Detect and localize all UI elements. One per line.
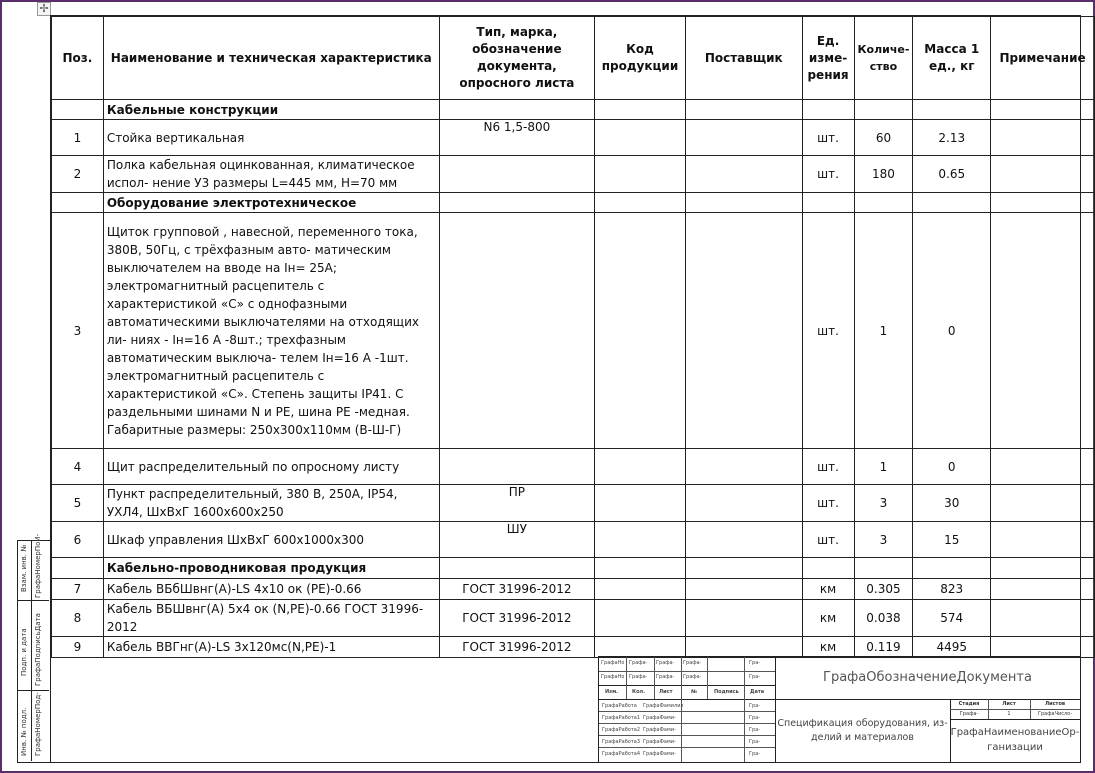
cell-name: Кабель ВБбШвнг(А)-LS 4х10 ок (PE)-0.66 [103, 579, 439, 600]
header-type: Тип, марка, обозначение документа, опросного листа [439, 17, 594, 100]
stage-header: Стадия [958, 701, 980, 707]
sheet-header: Лист [1002, 701, 1016, 707]
grid-cell: Графа- [656, 660, 675, 666]
cell-type: ПР [439, 485, 594, 522]
section-title: Оборудование электротехническое [103, 193, 439, 213]
side-value-vzam: ГрафаНомерПоИ- [34, 533, 42, 598]
cell-mass: 30 [913, 485, 991, 522]
cell-pos: 5 [52, 485, 104, 522]
document-title [775, 699, 951, 762]
cell-name: Шкаф управления ШхВхГ 600х1000х300 [103, 522, 439, 558]
sheets-value: ГрафаЧисло- [1037, 711, 1073, 717]
cell-pos: 3 [52, 213, 104, 449]
cell-unit: км [802, 600, 854, 637]
side-value-inv: ГрафаНомерПод- [34, 692, 42, 756]
col-kol: Кол. [632, 689, 646, 695]
side-label-inv: Инв. № подл. [20, 707, 28, 756]
cell-qty: 1 [854, 213, 913, 449]
table-row [52, 156, 1095, 193]
cell-qty: 0.119 [854, 637, 913, 658]
header-row [52, 17, 1095, 100]
cell-mass: 15 [913, 522, 991, 558]
grid-cell: Графа- [629, 674, 648, 680]
header-unit: Ед. изме- рения [802, 17, 854, 100]
header-name: Наименование и техническая характеристика [103, 17, 439, 100]
role-date-2: Гра- [749, 727, 761, 733]
role-2: ГрафаРабота2 [602, 727, 641, 733]
cell-pos: 8 [52, 600, 104, 637]
grid-cell: Гра- [749, 660, 761, 666]
table-row [52, 579, 1095, 600]
grid-cell: ГрафаНо [601, 674, 625, 680]
cell-mass: 4495 [913, 637, 991, 658]
cell-name: Полка кабельная оцинкованная, климатическое испол- нение У3 размеры L=445 мм, H=70 мм [103, 156, 439, 193]
cell-unit: шт. [802, 449, 854, 485]
role-date-3: Гра- [749, 739, 761, 745]
role-name-1: ГрафаФами- [643, 715, 676, 721]
table-row [52, 449, 1095, 485]
document-title-text: Спецификация оборудования, из- делий и материалов [777, 717, 948, 743]
cell-pos: 2 [52, 156, 104, 193]
cell-name: Кабель ВВГнг(А)-LS 3х120мс(N,PE)-1 [103, 637, 439, 658]
col-ndok: № [691, 689, 698, 695]
header-pos: Поз. [52, 17, 104, 100]
stage-value: Графа- [959, 711, 979, 717]
side-divider [17, 690, 49, 691]
side-label-podp: Подп. и дата [20, 628, 28, 676]
role-0: ГрафаРабота [602, 703, 637, 709]
role-name-4: ГрафаФами- [643, 751, 676, 757]
table-row [52, 637, 1095, 658]
specification-table [51, 16, 1095, 658]
cell-pos: 9 [52, 637, 104, 658]
role-1: ГрафаРабота1 [602, 715, 641, 721]
grid-cell: Гра- [749, 674, 761, 680]
cell-qty: 60 [854, 120, 913, 156]
cell-unit: шт. [802, 120, 854, 156]
cell-type: ШУ [439, 522, 594, 558]
role-4: ГрафаРабота4 [602, 751, 641, 757]
grid-cell: Графа- [629, 660, 648, 666]
cell-mass: 0.65 [913, 156, 991, 193]
side-divider [17, 600, 49, 601]
side-label-vzam: Взам. инв. № [20, 544, 28, 592]
cell-unit: шт. [802, 156, 854, 193]
section-title: Кабельные конструкции [103, 100, 439, 120]
cell-qty: 3 [854, 522, 913, 558]
col-data: Дата [750, 689, 765, 695]
role-name-0: ГрафаФамилия [643, 703, 684, 709]
role-name-3: ГрафаФами- [643, 739, 676, 745]
grid-cell: ГрафаНо [601, 660, 625, 666]
document-code: ГрафаОбозначениеДокумента [775, 657, 1080, 700]
table-row [52, 120, 1095, 156]
table-row [52, 193, 1095, 213]
table-row [52, 558, 1095, 579]
cell-name: Пункт распределительный, 380 В, 250А, IP54, УХЛ4, ШхВхГ 1600х600х250 [103, 485, 439, 522]
role-date-1: Гра- [749, 715, 761, 721]
cell-type: N6 1,5-800 [439, 120, 594, 156]
col-izm: Изм. [605, 689, 619, 695]
cell-mass: 823 [913, 579, 991, 600]
table-row [52, 100, 1095, 120]
table-row [52, 485, 1095, 522]
header-supplier: Поставщик [685, 17, 802, 100]
cell-unit: км [802, 637, 854, 658]
table-row [52, 522, 1095, 558]
cell-pos: 4 [52, 449, 104, 485]
cell-mass: 574 [913, 600, 991, 637]
header-mass: Масса 1 ед., кг [913, 17, 991, 100]
cell-qty: 0.038 [854, 600, 913, 637]
stage-box [950, 699, 1080, 719]
cell-qty: 1 [854, 449, 913, 485]
sheet-value: 1 [1007, 711, 1011, 717]
grid-cell: Графа- [683, 660, 702, 666]
header-code: Код продукции [595, 17, 686, 100]
cell-name: Стойка вертикальная [103, 120, 439, 156]
table-row [52, 213, 1095, 449]
cell-type: ГОСТ 31996-2012 [439, 600, 594, 637]
sheets-header: Листов [1044, 701, 1066, 707]
move-handle-icon[interactable]: ✢ [37, 2, 51, 16]
grid-cell: Графа- [683, 674, 702, 680]
cell-mass: 0 [913, 213, 991, 449]
cell-type: ГОСТ 31996-2012 [439, 579, 594, 600]
cell-name: Кабель ВБШвнг(А) 5х4 ок (N,PE)-0.66 ГОСТ 31996-2012 [103, 600, 439, 637]
cell-name: Щит распределительный по опросному листу [103, 449, 439, 485]
header-note: Примечание [991, 17, 1095, 100]
cell-type: ГОСТ 31996-2012 [439, 637, 594, 658]
cell-pos: 6 [52, 522, 104, 558]
col-list: Лист [659, 689, 673, 695]
cell-unit: шт. [802, 485, 854, 522]
title-block [598, 656, 1080, 762]
section-title: Кабельно-проводниковая продукция [103, 558, 439, 579]
cell-qty: 180 [854, 156, 913, 193]
table-row [52, 600, 1095, 637]
grid-cell: Графа- [656, 674, 675, 680]
cell-mass: 0 [913, 449, 991, 485]
revision-grid [599, 657, 776, 762]
role-date-4: Гра- [749, 751, 761, 757]
cell-qty: 0.305 [854, 579, 913, 600]
cell-qty: 3 [854, 485, 913, 522]
organization-name: ГрафаНаименованиеОр- ганизации [950, 727, 1080, 753]
cell-unit: км [802, 579, 854, 600]
role-3: ГрафаРабота3 [602, 739, 641, 745]
cell-unit: шт. [802, 213, 854, 449]
cell-name: Щиток групповой , навесной, переменного тока, 380В, 50Гц, с трёхфазным авто- матическим выключателем на вводе на Iн= 25А; электромагнитный расцепитель с характеристикой «С» с однофазными автоматическими выключателями на отходящих ли- ниях - Iн=16 А -8шт.; трехфазным автоматическим выключа- телем Iн=16 А -1шт. электромагнитный расцепитель с характеристикой «С». Степень защиты IP41. С раздельными шинами N и PE, шина PE -медная. Габаритные размеры: 250х300х110мм (В-Ш-Г) [103, 213, 439, 449]
cell-pos: 1 [52, 120, 104, 156]
role-date-0: Гра- [749, 703, 761, 709]
col-podp: Подпись [714, 689, 739, 695]
role-name-2: ГрафаФами- [643, 727, 676, 733]
cell-pos: 7 [52, 579, 104, 600]
header-qty: Количе- ство [854, 17, 913, 100]
cell-mass: 2.13 [913, 120, 991, 156]
cell-unit: шт. [802, 522, 854, 558]
side-value-podp: ГрафаПодписьДата [34, 613, 42, 686]
